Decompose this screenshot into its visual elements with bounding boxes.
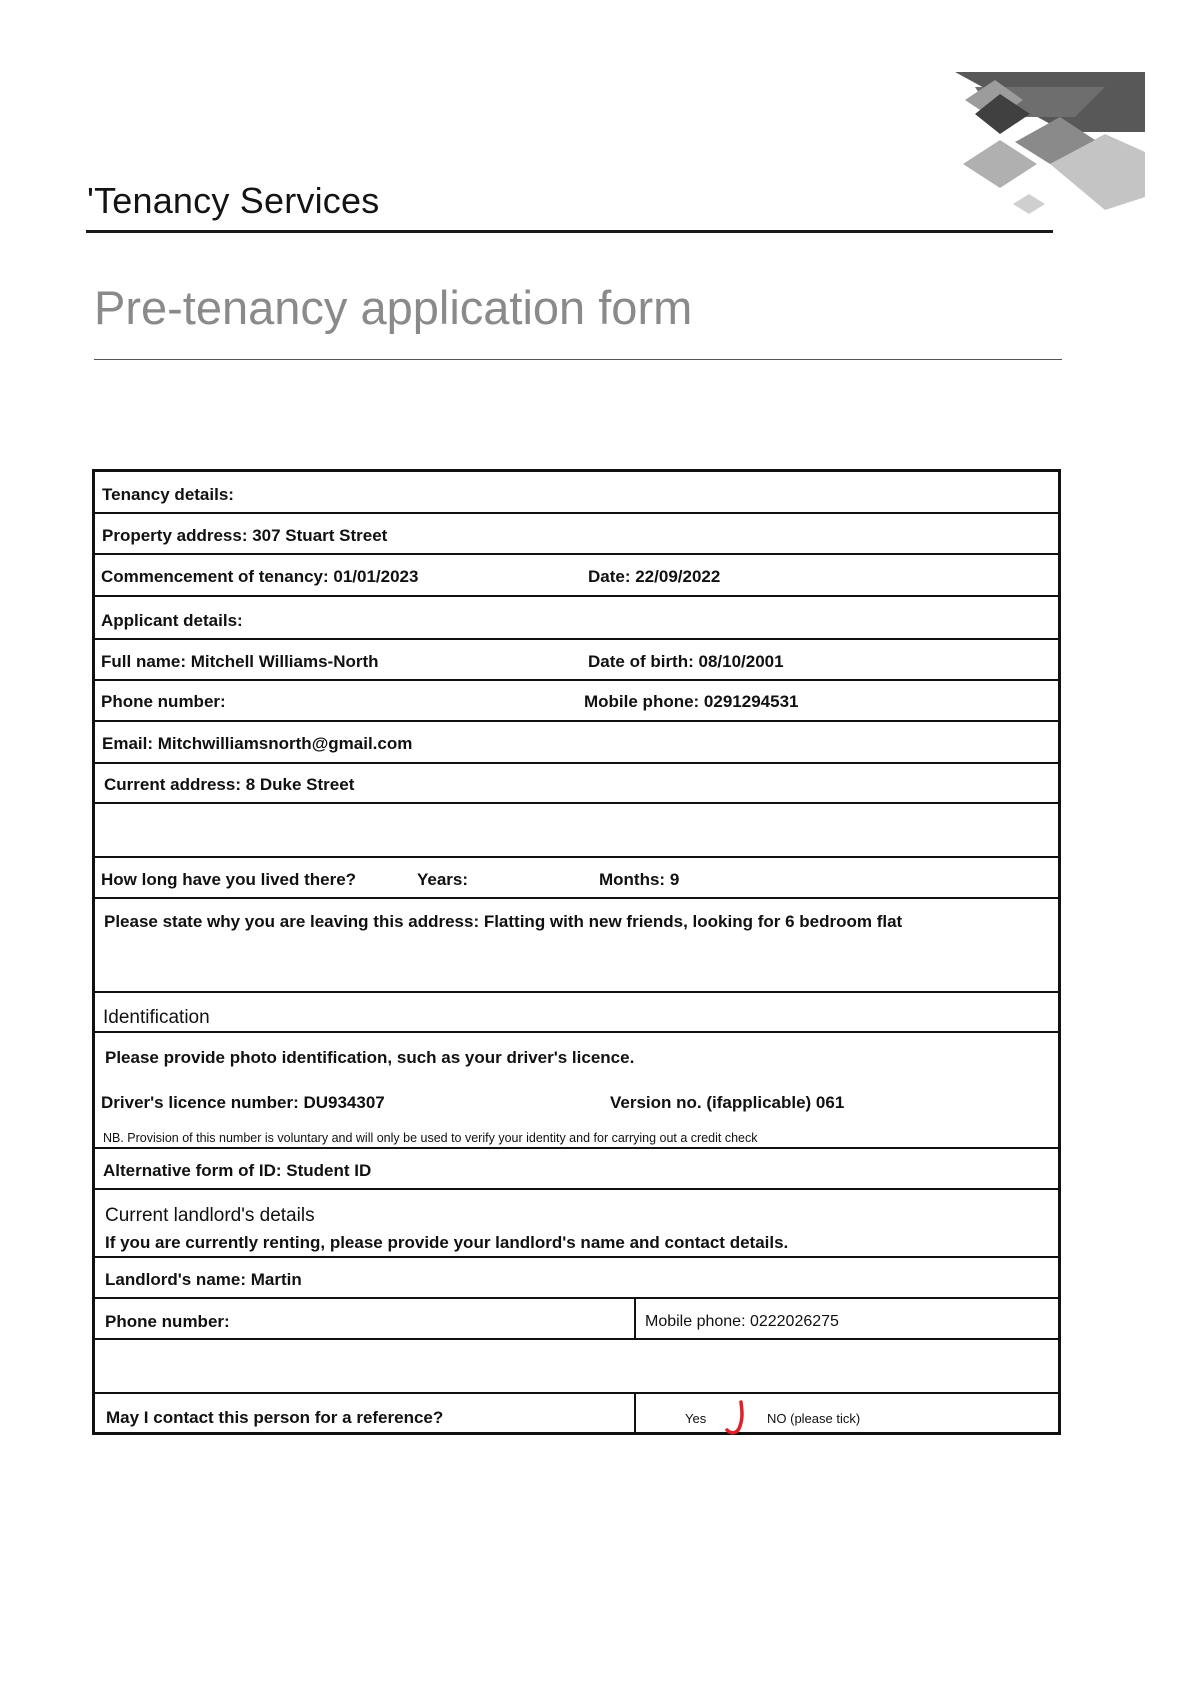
commencement-of-tenancy: Commencement of tenancy: 01/01/2023 xyxy=(101,567,419,586)
row-applicant-heading xyxy=(95,597,1058,640)
row-email xyxy=(95,722,1058,764)
reference-yes-option[interactable]: Yes xyxy=(685,1411,707,1426)
identification-heading: Identification xyxy=(103,1007,210,1028)
row-address-blank xyxy=(95,804,1058,858)
landlord-instruction: If you are currently renting, please provide your landlord's name and contact details. xyxy=(105,1233,789,1252)
tenancy-details-heading: Tenancy details: xyxy=(102,485,234,504)
page-title: Pre-tenancy application form xyxy=(94,281,693,334)
column-divider xyxy=(634,1299,636,1338)
header-divider xyxy=(86,230,1053,233)
reference-no-option[interactable]: NO (please tick) xyxy=(767,1411,861,1426)
landlord-phone-number: Phone number: xyxy=(105,1312,230,1331)
date-of-birth: Date of birth: 08/10/2001 xyxy=(588,652,784,671)
property-address: Property address: 307 Stuart Street xyxy=(102,526,388,545)
months-lived: Months: 9 xyxy=(599,870,680,889)
row-reference xyxy=(95,1394,1058,1435)
row-identification-heading xyxy=(95,993,1058,1033)
leaving-reason: Please state why you are leaving this address: Flatting with new friends, looking for 6 bedroom flat xyxy=(104,912,903,931)
row-full-name xyxy=(95,640,1058,681)
row-how-long xyxy=(95,858,1058,899)
row-landlord-heading xyxy=(95,1190,1058,1258)
reference-question: May I contact this person for a reference? xyxy=(106,1408,444,1427)
licence-version-number: Version no. (ifapplicable) 061 xyxy=(610,1093,845,1112)
landlord-name: Landlord's name: Martin xyxy=(105,1270,302,1289)
photo-id-instruction: Please provide photo identification, such as your driver's licence. xyxy=(105,1048,635,1067)
row-identification-details xyxy=(95,1033,1058,1149)
application-date: Date: 22/09/2022 xyxy=(588,567,721,586)
full-name: Full name: Mitchell Williams-North xyxy=(101,652,379,671)
row-property-address xyxy=(95,514,1058,555)
landlord-details-heading: Current landlord's details xyxy=(105,1205,315,1226)
tick-mark-icon xyxy=(721,1400,751,1438)
application-form xyxy=(92,469,1061,1435)
row-alternative-id xyxy=(95,1149,1058,1190)
applicant-email: Email: Mitchwilliamsnorth@gmail.com xyxy=(102,734,413,753)
row-tenancy-heading xyxy=(95,472,1058,514)
landlord-mobile-phone: Mobile phone: 0222026275 xyxy=(645,1313,839,1330)
licence-privacy-note: NB. Provision of this number is voluntary and will only be used to verify your identity and for carrying out a credit check xyxy=(103,1131,758,1145)
organization-name: 'Tenancy Services xyxy=(87,180,380,221)
alternative-id: Alternative form of ID: Student ID xyxy=(103,1161,372,1180)
drivers-licence-number: Driver's licence number: DU934307 xyxy=(101,1093,385,1112)
applicant-phone-number: Phone number: xyxy=(101,692,226,711)
row-phone xyxy=(95,681,1058,722)
current-address: Current address: 8 Duke Street xyxy=(104,775,355,794)
years-lived: Years: xyxy=(417,870,469,889)
title-divider xyxy=(94,359,1062,360)
row-leaving-reason xyxy=(95,899,1058,993)
row-landlord-name xyxy=(95,1258,1058,1299)
how-long-question: How long have you lived there? xyxy=(101,870,357,889)
applicant-mobile-phone: Mobile phone: 0291294531 xyxy=(584,692,799,711)
row-landlord-phone xyxy=(95,1299,1058,1340)
tenancy-services-logo xyxy=(955,72,1145,222)
applicant-details-heading: Applicant details: xyxy=(101,611,243,630)
row-current-address xyxy=(95,764,1058,804)
row-landlord-blank xyxy=(95,1340,1058,1394)
row-commencement xyxy=(95,555,1058,597)
column-divider xyxy=(634,1394,636,1435)
